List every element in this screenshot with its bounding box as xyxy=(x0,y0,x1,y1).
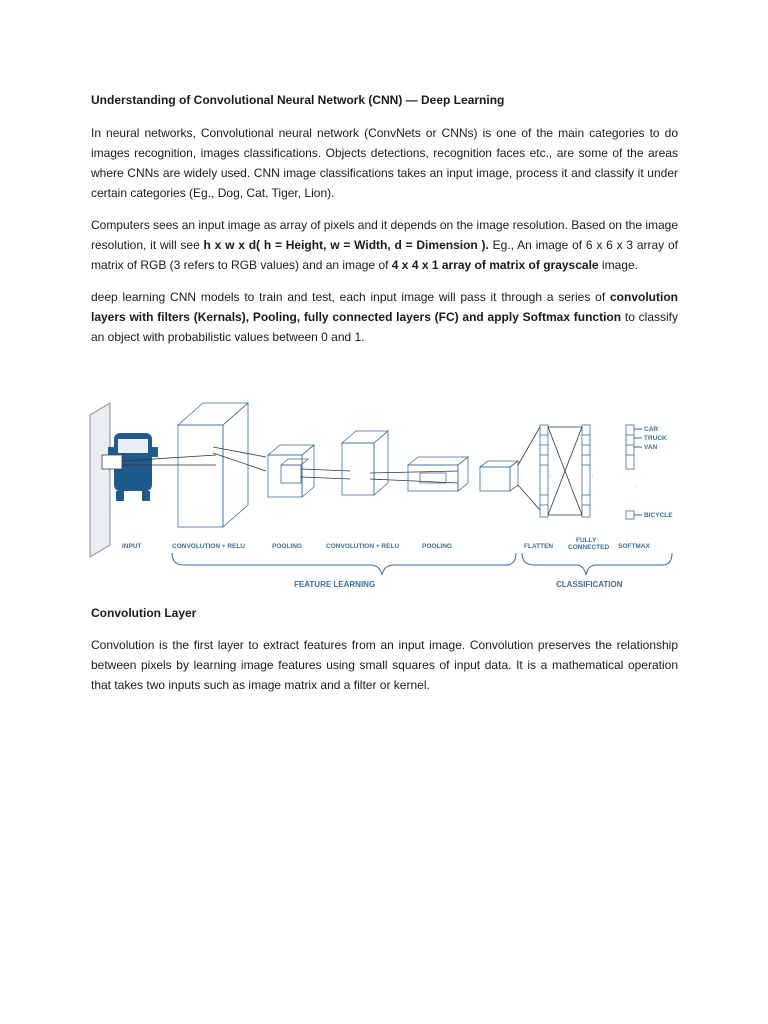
conv2-volume xyxy=(342,431,388,495)
label-pool1: POOLING xyxy=(272,543,302,550)
bold-span: 4 x 4 x 1 array of matrix of grayscale xyxy=(391,258,599,272)
classification-brace xyxy=(522,553,672,575)
text-span: image. xyxy=(598,258,638,272)
pool2-volume xyxy=(408,457,468,491)
bold-span: convolution layers with filters (Kernals), Pooling, fully connected layers (FC) and apply Softmax function xyxy=(91,290,678,324)
flatten-column xyxy=(540,425,548,517)
output-bicycle: BICYCLE xyxy=(644,512,673,519)
document-body xyxy=(91,92,678,359)
text-span: to classify an object with probabilistic values between 0 and 1. xyxy=(91,310,678,344)
label-flatten: FLATTEN xyxy=(524,543,554,550)
paragraph-intro: In neural networks, Convolutional neural network (ConvNets or CNNs) is one of the main categories to do images recognition, images classifications. Objects detections, recognition faces etc., are some of the areas where CNNs are widely used. CNN image classifications takes an input image, process it and classify it under certain categories (Eg., Dog, Cat, Tiger, Lion). xyxy=(91,126,678,200)
label-softmax: SOFTMAX xyxy=(618,543,650,550)
paragraph-pipeline xyxy=(91,287,678,347)
output-van: VAN xyxy=(644,444,658,451)
paragraph-resolution xyxy=(91,215,678,275)
text-span: deep learning CNN models to train and test, each input image will pass it through a series of xyxy=(91,290,610,304)
input-image-panel xyxy=(90,403,110,557)
label-input: INPUT xyxy=(122,543,142,550)
pooled-volume xyxy=(480,461,518,491)
text-span: Computers sees an input image as array of pixels and it depends on the image resolution. Based on the image resolution, it will see xyxy=(91,218,679,252)
label-conv1: CONVOLUTION + RELU xyxy=(172,543,246,550)
feature-learning-brace xyxy=(172,553,516,575)
label-pool2: POOLING xyxy=(422,543,452,550)
label-conv2: CONVOLUTION + RELU xyxy=(326,543,400,550)
softmax-dots: ⋮ xyxy=(634,483,638,488)
output-car: CAR xyxy=(644,426,659,433)
pool1-volume xyxy=(268,445,314,497)
page-title: Understanding of Convolutional Neural Network (CNN) — Deep Learning xyxy=(91,93,505,107)
convolution-layer-section xyxy=(91,605,678,707)
label-fc-1: FULLY xyxy=(576,537,597,544)
paragraph-convolution: Convolution is the first layer to extract features from an input image. Convolution preserves the relationship between pixels by learning image features using small squares of input data. It is a mathematical operation that takes two inputs such as image matrix and a filter or kernel. xyxy=(91,638,678,692)
label-fc-2: CONNECTED xyxy=(568,544,610,551)
softmax-column xyxy=(626,425,634,519)
fc-column xyxy=(582,425,590,517)
flatten-dots: ⋮ xyxy=(548,473,552,478)
cnn-architecture-figure xyxy=(88,385,684,595)
fc-dots: ⋮ xyxy=(590,473,594,478)
bold-span: h x w x d( h = Height, w = Width, d = Dimension ). xyxy=(203,238,489,252)
group-feature-learning: FEATURE LEARNING xyxy=(294,580,376,589)
group-classification: CLASSIFICATION xyxy=(556,580,623,589)
output-truck: TRUCK xyxy=(644,435,667,442)
text-span: Eg., An image of 6 x 6 x 3 array of matrix of RGB (3 refers to RGB values) and an image of xyxy=(91,238,678,272)
section-heading: Convolution Layer xyxy=(91,606,197,620)
